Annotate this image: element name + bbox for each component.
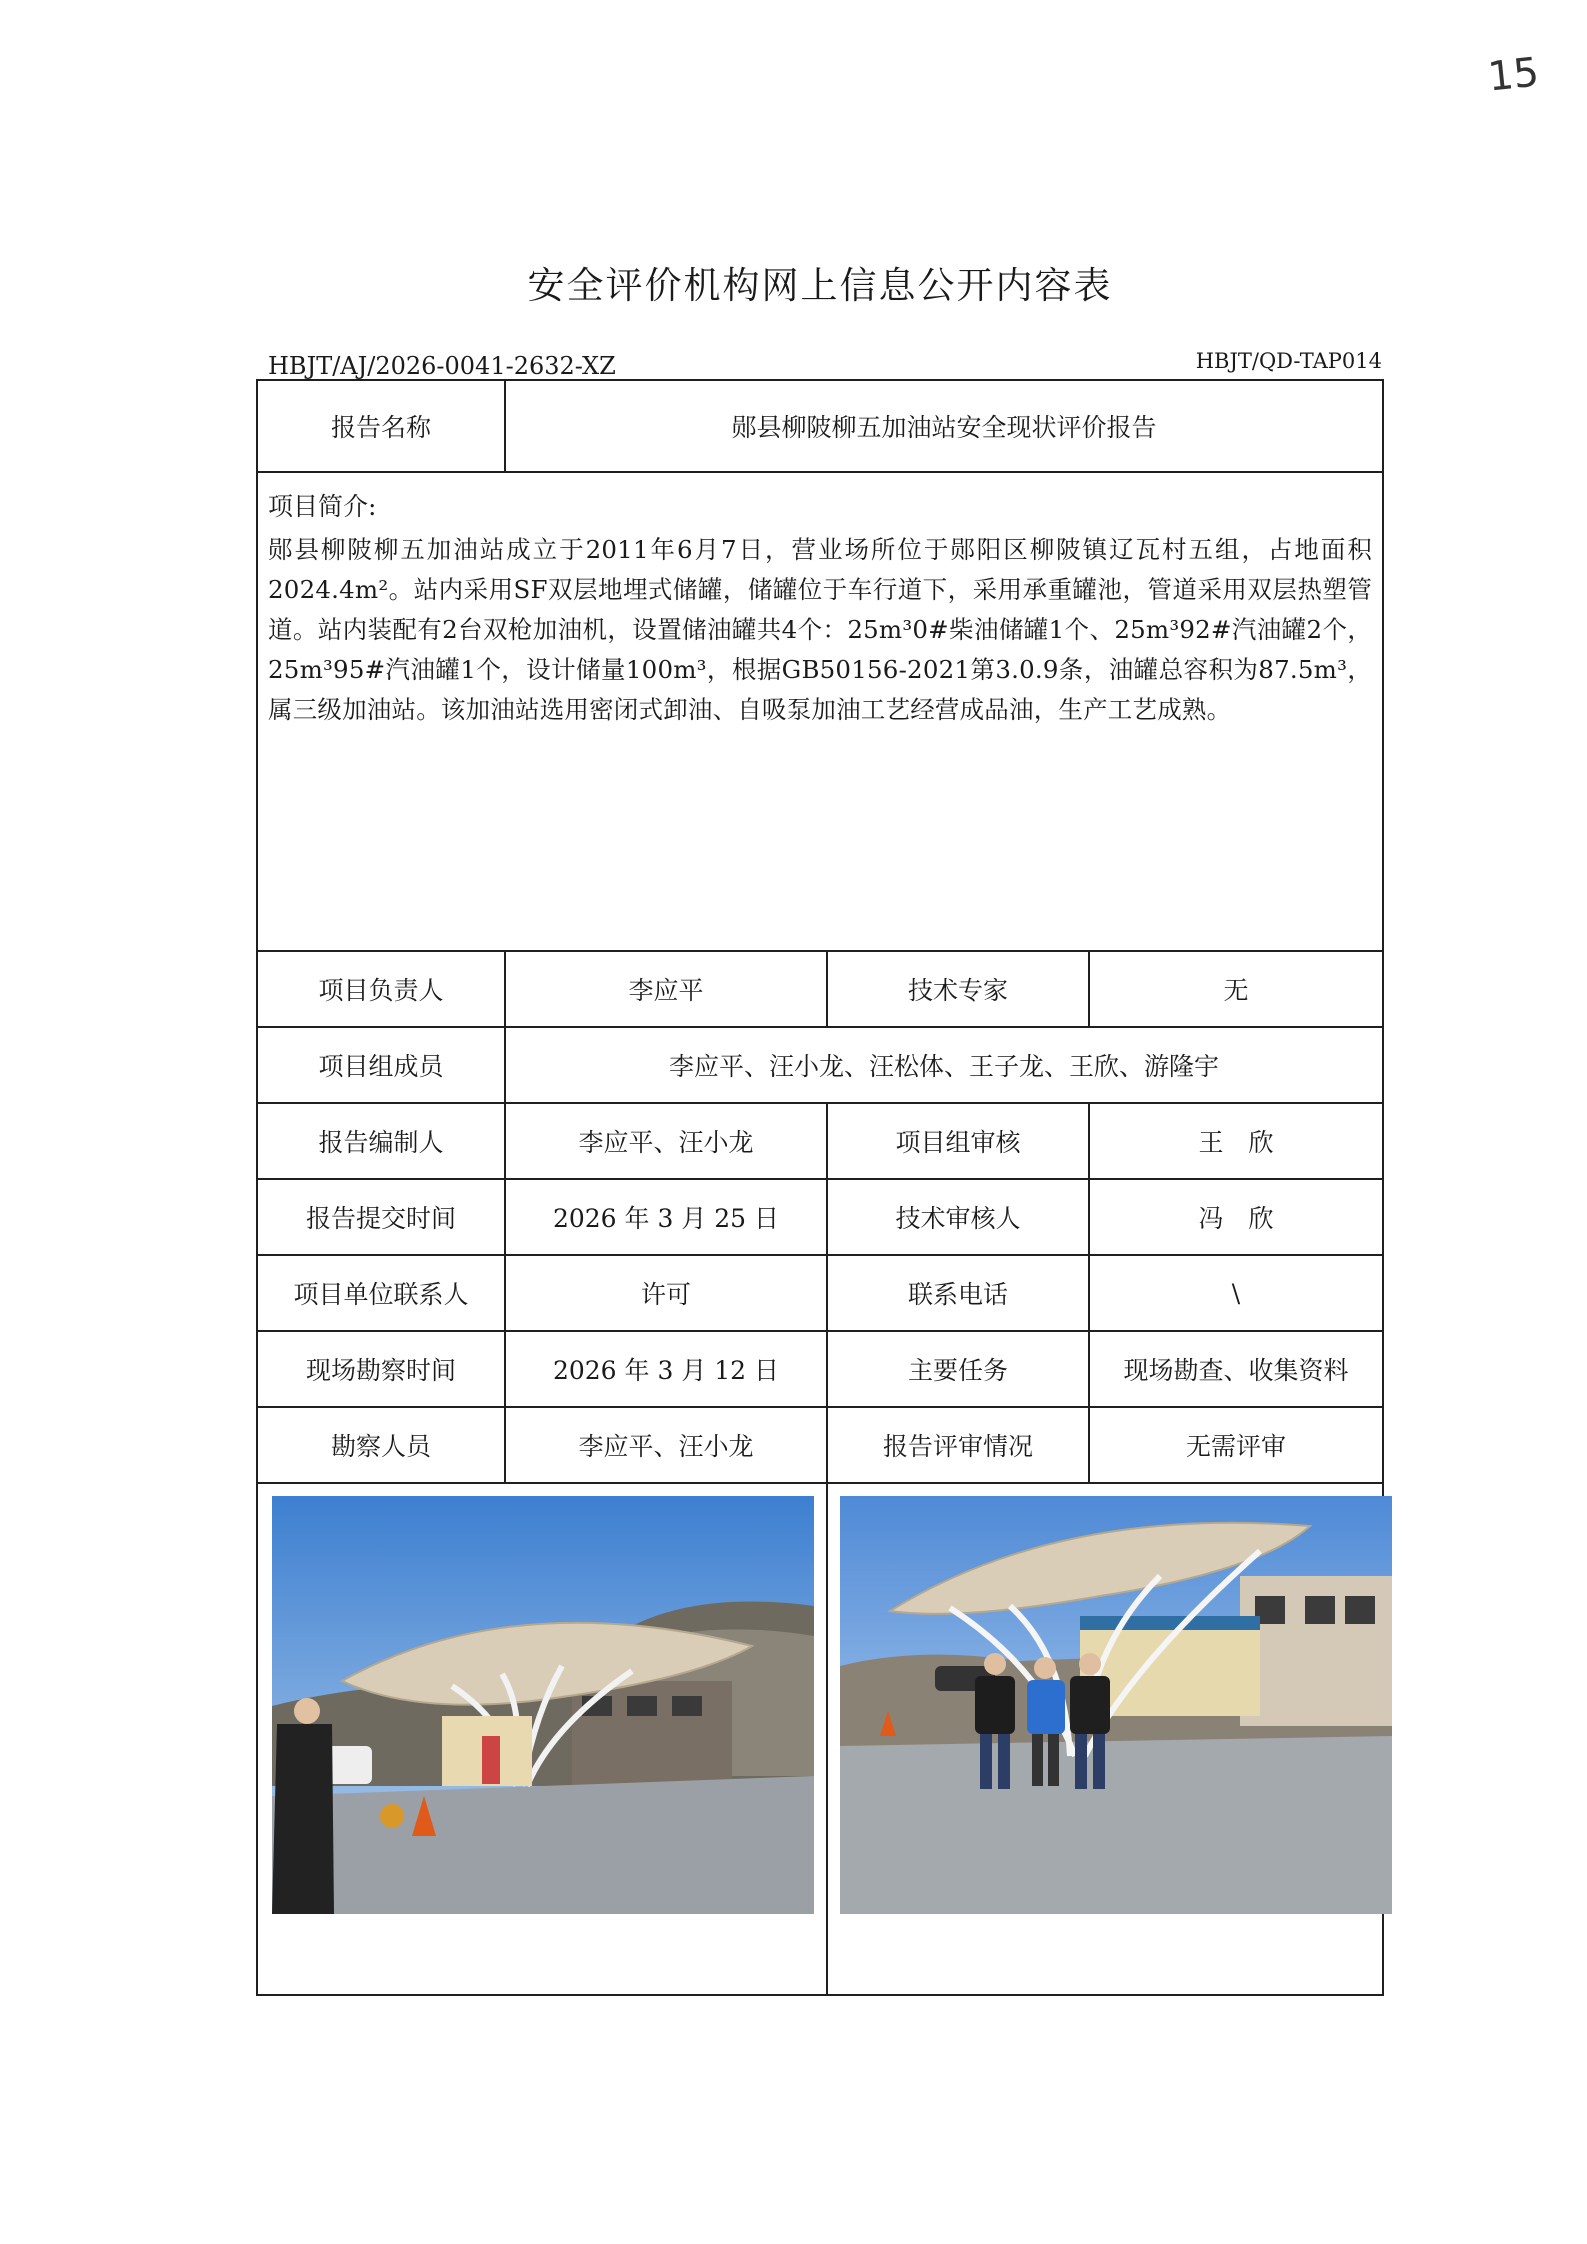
project-intro-row — [257, 472, 1383, 951]
site-photo-2 — [840, 1496, 1392, 1914]
page-number: 15 — [1485, 49, 1542, 101]
review-status-value: 无需评审 — [1089, 1407, 1383, 1483]
phone-label: 联系电话 — [827, 1255, 1089, 1331]
team-review-value: 王 欣 — [1089, 1103, 1383, 1179]
unit-contact-label: 项目单位联系人 — [257, 1255, 505, 1331]
form-code: HBJT/QD-TAP014 — [1195, 349, 1382, 373]
submit-date-value: 2026 年 3 月 25 日 — [505, 1179, 827, 1255]
unit-contact-value: 许可 — [505, 1255, 827, 1331]
phone-value: \ — [1089, 1255, 1383, 1331]
table-row — [257, 1407, 1383, 1483]
document-serial-number: HBJT/AJ/2026-0041-2632-XZ — [268, 352, 616, 380]
site-photos-row — [257, 1483, 1383, 1995]
project-intro-cell — [257, 472, 1383, 951]
project-intro-text: 郧县柳陂柳五加油站成立于2011年6月7日，营业场所位于郧阳区柳陂镇辽瓦村五组，占地面积2024.4m²。站内采用SF双层地埋式储罐，储罐位于车行道下，采用承重罐池，管道采用双层热塑管道。站内装配有2台双枪加油机，设置储油罐共4个：25m³0#柴油储罐1个、25m³92#汽油罐2个，25m³95#汽油罐1个，设计储量100m³，根据GB50156-2021第3.0.9条，油罐总容积为87.5m³，属三级加油站。该加油站选用密闭式卸油、自吸泵加油工艺经营成品油，生产工艺成熟。 — [268, 535, 1373, 724]
report-name-value: 郧县柳陂柳五加油站安全现状评价报告 — [505, 380, 1383, 472]
project-intro-label: 项目简介: — [268, 492, 377, 521]
main-task-value: 现场勘查、收集资料 — [1089, 1331, 1383, 1407]
report-author-label: 报告编制人 — [257, 1103, 505, 1179]
report-author-value: 李应平、汪小龙 — [505, 1103, 827, 1179]
surveyors-at-station-photo — [840, 1496, 1392, 1914]
tech-reviewer-label: 技术审核人 — [827, 1179, 1089, 1255]
report-name-row — [257, 380, 1383, 472]
info-table — [256, 379, 1384, 1996]
surveyors-value: 李应平、汪小龙 — [505, 1407, 827, 1483]
surveyors-label: 勘察人员 — [257, 1407, 505, 1483]
tech-reviewer-value: 冯 欣 — [1089, 1179, 1383, 1255]
gas-station-canopy-photo — [272, 1496, 814, 1914]
site-photo-1 — [272, 1496, 814, 1914]
document-title: 安全评价机构网上信息公开内容表 — [527, 264, 1113, 307]
table-row — [257, 1255, 1383, 1331]
project-leader-value: 李应平 — [505, 951, 827, 1027]
table-row — [257, 1103, 1383, 1179]
team-review-label: 项目组审核 — [827, 1103, 1089, 1179]
tech-expert-value: 无 — [1089, 951, 1383, 1027]
team-members-value: 李应平、汪小龙、汪松体、王子龙、王欣、游隆宇 — [505, 1027, 1383, 1103]
table-row — [257, 1331, 1383, 1407]
report-name-label: 报告名称 — [257, 380, 505, 472]
survey-date-value: 2026 年 3 月 12 日 — [505, 1331, 827, 1407]
site-photo-cell-left — [257, 1483, 827, 1995]
main-task-label: 主要任务 — [827, 1331, 1089, 1407]
team-members-label: 项目组成员 — [257, 1027, 505, 1103]
review-status-label: 报告评审情况 — [827, 1407, 1089, 1483]
table-row — [257, 951, 1383, 1027]
survey-date-label: 现场勘察时间 — [257, 1331, 505, 1407]
project-leader-label: 项目负责人 — [257, 951, 505, 1027]
table-row — [257, 1027, 1383, 1103]
submit-date-label: 报告提交时间 — [257, 1179, 505, 1255]
tech-expert-label: 技术专家 — [827, 951, 1089, 1027]
table-row — [257, 1179, 1383, 1255]
site-photo-cell-right — [827, 1483, 1383, 1995]
